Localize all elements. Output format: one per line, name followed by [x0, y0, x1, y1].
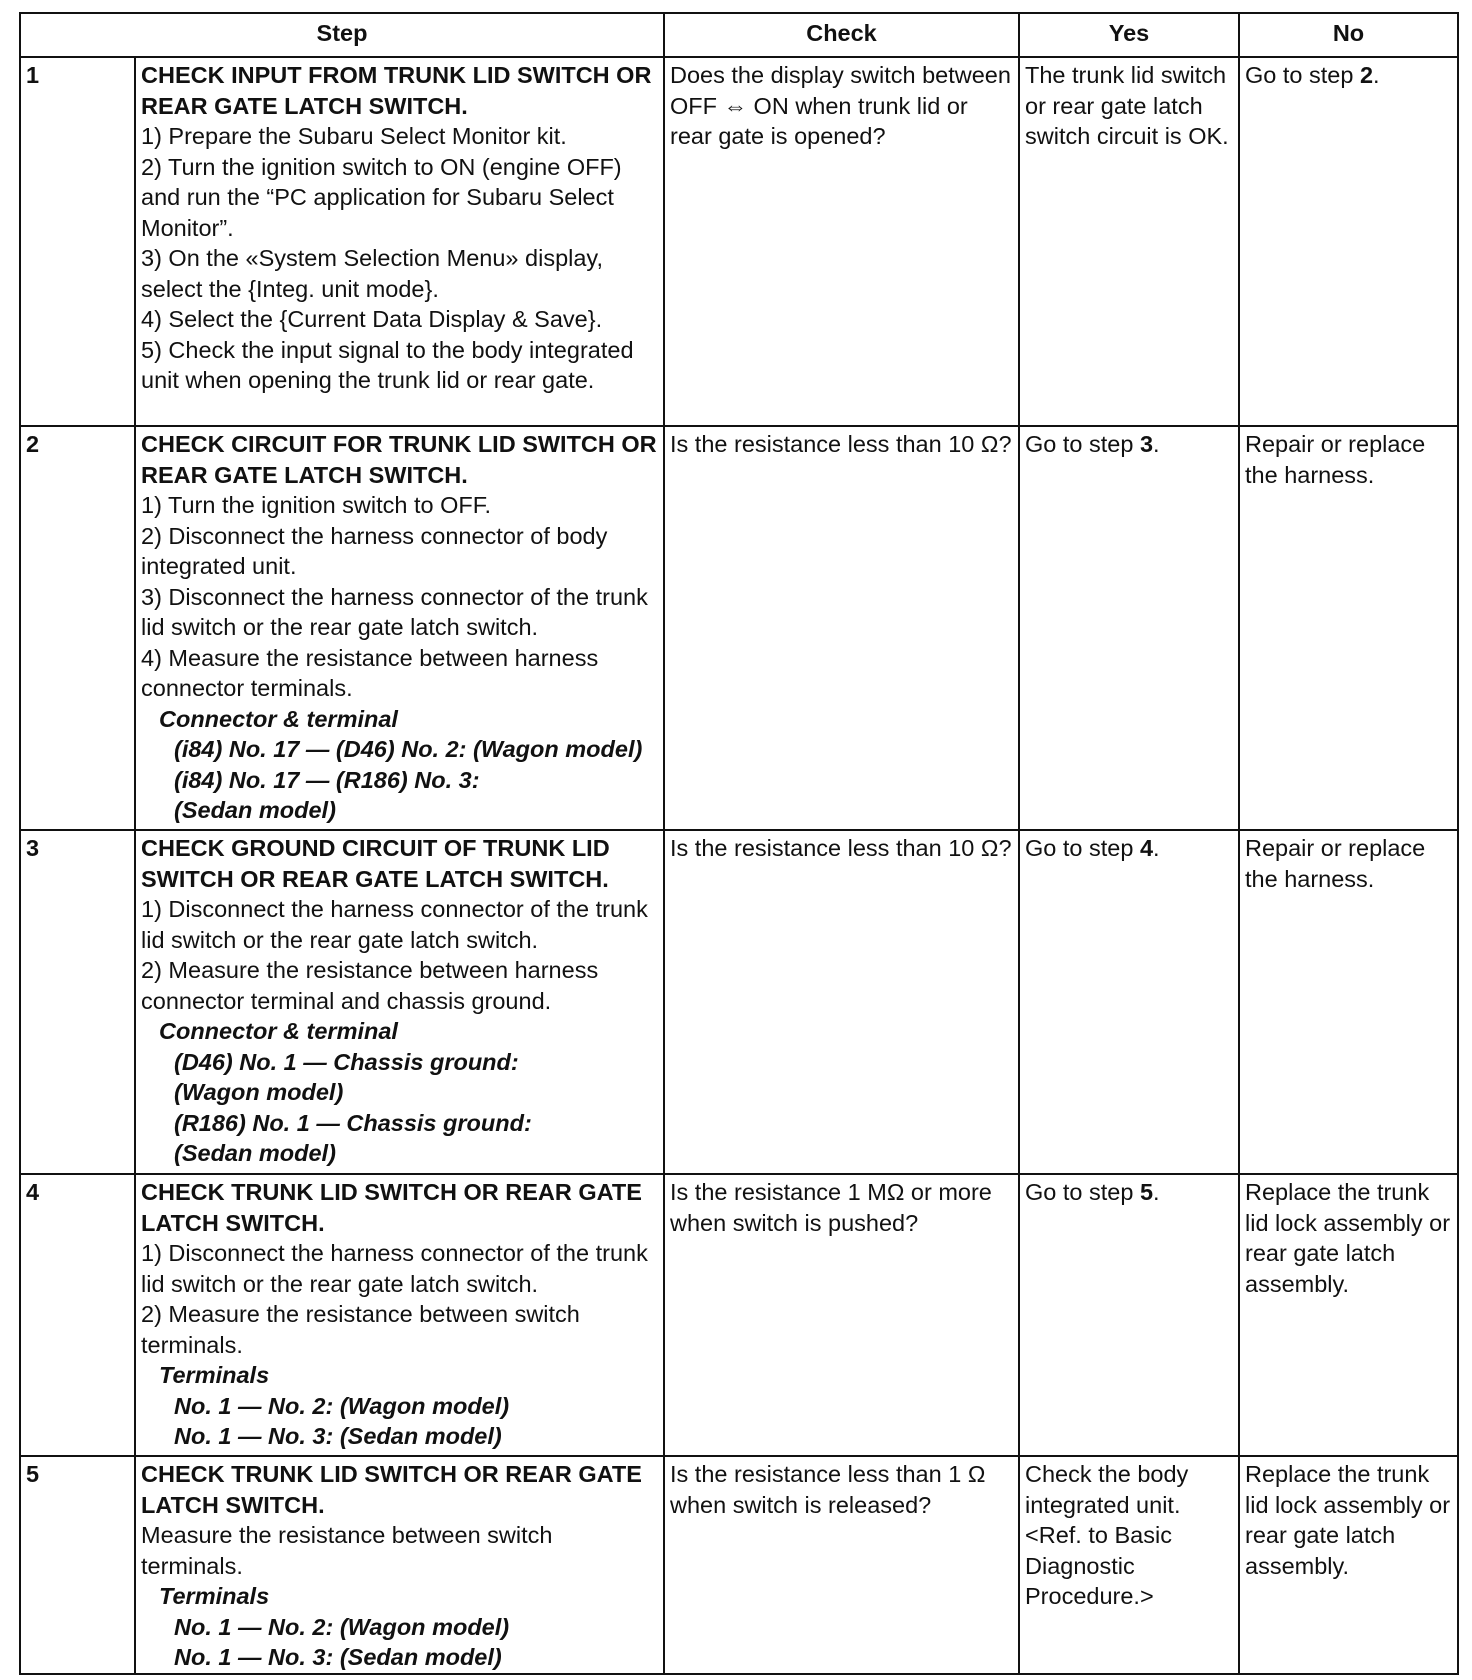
connector-label: Connector & terminal: [159, 705, 398, 732]
step-instruction: 2) Turn the ignition switch to ON (engine OFF) and run the “PC application for Subaru Select Monitor”.: [141, 153, 622, 241]
step-number: 2: [20, 426, 135, 830]
check-cell: Does the display switch between OFF ⇔ ON when trunk lid or rear gate is opened?: [664, 57, 1019, 426]
diagnostic-table: [19, 12, 1459, 1675]
step-title: CHECK CIRCUIT FOR TRUNK LID SWITCH OR REAR GATE LATCH SWITCH.: [141, 431, 657, 488]
table-row: [20, 830, 1458, 1174]
terminal-spec: (Wagon model): [174, 1079, 344, 1105]
yes-cell: The trunk lid switch or rear gate latch switch circuit is OK.: [1019, 57, 1239, 426]
yes-text-suffix: .: [1153, 1179, 1160, 1205]
header-check: Check: [664, 13, 1019, 57]
terminals-label: Terminals: [159, 1362, 270, 1388]
yes-cell: Check the body integrated unit. <Ref. to Basic Diagnostic Procedure.>: [1019, 1456, 1239, 1674]
step-instruction: 1) Prepare the Subaru Select Monitor kit.: [141, 123, 567, 149]
step-description: [135, 1174, 664, 1456]
header-step: Step: [20, 13, 664, 57]
step-description: [135, 426, 664, 830]
yes-text: Go to step: [1025, 1179, 1140, 1205]
step-instruction: 2) Disconnect the harness connector of body integrated unit.: [141, 522, 608, 579]
header-no: No: [1239, 13, 1458, 57]
step-instruction: 1) Disconnect the harness connector of the trunk lid switch or the rear gate latch switch.: [141, 896, 648, 953]
step-reference: 2: [1359, 62, 1374, 88]
yes-text: Go to step: [1025, 835, 1140, 861]
yes-cell: [1019, 830, 1239, 1174]
step-reference: 4: [1139, 835, 1154, 861]
check-cell: Is the resistance less than 1 Ω when switch is released?: [664, 1456, 1019, 1674]
yes-cell: [1019, 426, 1239, 830]
step-title: CHECK TRUNK LID SWITCH OR REAR GATE LATCH SWITCH.: [141, 1179, 642, 1236]
yes-text-suffix: .: [1153, 431, 1160, 457]
step-instruction: 1) Turn the ignition switch to OFF.: [141, 492, 492, 518]
terminals-label: Terminals: [159, 1583, 270, 1609]
check-cell: Is the resistance less than 10 Ω?: [664, 830, 1019, 1174]
step-instruction: 4) Measure the resistance between harness connector terminals.: [141, 644, 599, 701]
step-description: [135, 1456, 664, 1674]
yes-cell: [1019, 1174, 1239, 1456]
step-instruction: 2) Measure the resistance between harness connector terminal and chassis ground.: [141, 957, 599, 1014]
no-cell: [1239, 57, 1458, 426]
step-number: 1: [20, 57, 135, 426]
step-number: 3: [20, 830, 135, 1174]
step-title: CHECK GROUND CIRCUIT OF TRUNK LID SWITCH OR REAR GATE LATCH SWITCH.: [141, 835, 610, 892]
no-text-suffix: .: [1373, 62, 1380, 88]
table-header-row: [20, 13, 1458, 57]
terminal-spec: No. 1 — No. 3: (Sedan model): [174, 1644, 502, 1670]
terminal-spec: (i84) No. 17 — (R186) No. 3:: [174, 766, 480, 793]
step-number: 4: [20, 1174, 135, 1456]
terminal-spec: (Sedan model): [174, 797, 336, 823]
step-reference: 5: [1139, 1179, 1154, 1205]
terminal-spec: (D46) No. 1 — Chassis ground:: [174, 1048, 519, 1075]
table-row: [20, 1456, 1458, 1674]
no-cell: Repair or replace the harness.: [1239, 830, 1458, 1174]
yes-text: Go to step: [1025, 431, 1140, 457]
connector-label: Connector & terminal: [159, 1018, 398, 1044]
no-cell: Repair or replace the harness.: [1239, 426, 1458, 830]
step-description: [135, 57, 664, 426]
check-cell: Is the resistance 1 MΩ or more when switch is pushed?: [664, 1174, 1019, 1456]
step-instruction: 5) Check the input signal to the body integrated unit when opening the trunk lid or rear gate.: [141, 336, 634, 393]
no-text: Go to step: [1245, 62, 1360, 88]
step-instruction: 1) Disconnect the harness connector of the trunk lid switch or the rear gate latch switch.: [141, 1240, 648, 1297]
step-reference: 3: [1139, 431, 1154, 457]
step-instruction: 2) Measure the resistance between switch terminals.: [141, 1301, 580, 1358]
table-row: [20, 57, 1458, 426]
terminal-spec: (i84) No. 17 — (D46) No. 2: (Wagon model): [174, 736, 643, 762]
step-instruction: 3) Disconnect the harness connector of the trunk lid switch or the rear gate latch switch.: [141, 583, 648, 640]
no-cell: Replace the trunk lid lock assembly or rear gate latch assembly.: [1239, 1456, 1458, 1674]
step-title: CHECK TRUNK LID SWITCH OR REAR GATE LATCH SWITCH.: [141, 1461, 642, 1518]
table-row: [20, 1174, 1458, 1456]
terminal-spec: No. 1 — No. 2: (Wagon model): [174, 1613, 510, 1640]
no-cell: Replace the trunk lid lock assembly or rear gate latch assembly.: [1239, 1174, 1458, 1456]
header-yes: Yes: [1019, 13, 1239, 57]
step-title: CHECK INPUT FROM TRUNK LID SWITCH OR REAR GATE LATCH SWITCH.: [141, 62, 652, 119]
yes-text-suffix: .: [1153, 835, 1160, 861]
step-description: [135, 830, 664, 1174]
step-instruction: Measure the resistance between switch terminals.: [141, 1522, 553, 1579]
step-number: 5: [20, 1456, 135, 1674]
terminal-spec: No. 1 — No. 3: (Sedan model): [174, 1423, 502, 1449]
step-instruction: 4) Select the {Current Data Display & Save}.: [141, 306, 603, 332]
step-instruction: 3) On the «System Selection Menu» display, select the {Integ. unit mode}.: [141, 245, 603, 302]
check-cell: Is the resistance less than 10 Ω?: [664, 426, 1019, 830]
terminal-spec: (Sedan model): [174, 1140, 336, 1166]
terminal-spec: (R186) No. 1 — Chassis ground:: [174, 1109, 532, 1136]
terminal-spec: No. 1 — No. 2: (Wagon model): [174, 1392, 510, 1419]
table-row: [20, 426, 1458, 830]
